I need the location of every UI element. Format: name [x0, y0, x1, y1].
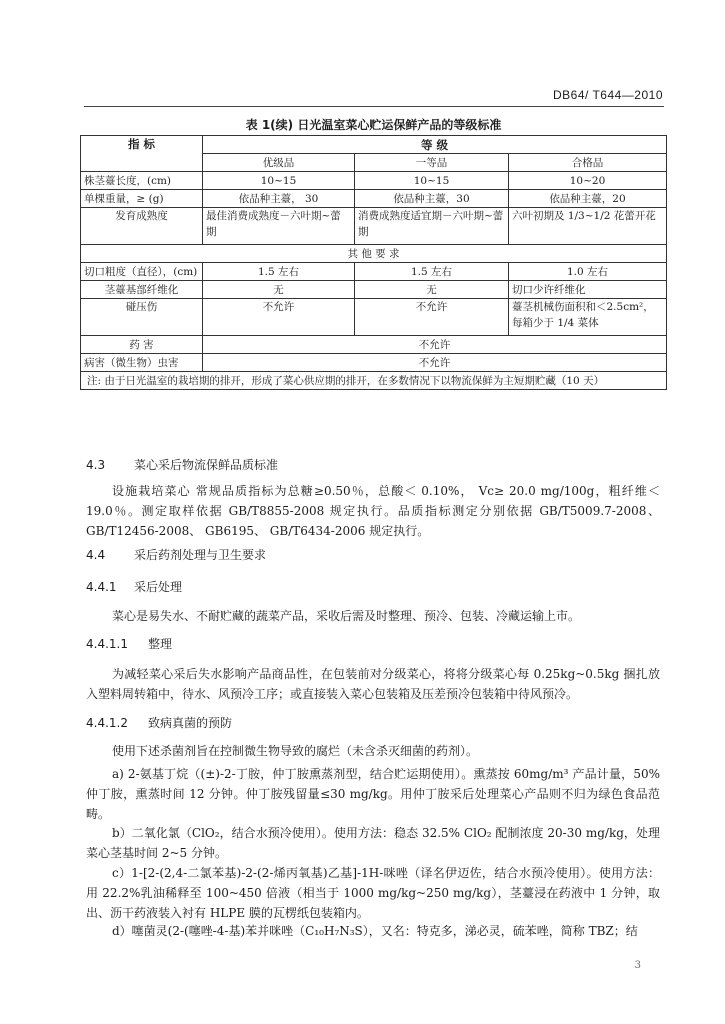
paragraph-4-4-1-2-intro: 使用下述杀菌剂旨在控制微生物导致的腐烂（未含杀灭细菌的药剂）。	[112, 744, 479, 758]
grade-header: 优级品	[203, 154, 355, 172]
table-cell: 不允许	[203, 354, 667, 372]
table-cell: 不允许	[355, 299, 509, 336]
header-rule	[84, 106, 664, 107]
col-grade-header: 等 级	[203, 136, 667, 154]
table-cell: 依品种主薹， 30	[203, 190, 355, 208]
list-item-d: d）噻菌灵(2-(噻唑-4-基)苯并咪唑（C₁₀H₇N₃S），又名：特克多，涕必灵，硫苯唑，简称 TBZ；结	[112, 924, 638, 938]
list-item-b: b）二氧化氯（ClO₂，结合水预冷使用）。使用方法：稳态 32.5% ClO₂ 配制浓度 20-30 mg/kg，处理菜心茎基时间 2~5 分钟。	[86, 826, 660, 860]
section-number: 4.4	[86, 548, 106, 562]
table-cell: 依品种主薹，20	[509, 190, 667, 208]
row-label: 茎薹基部纤维化	[81, 281, 203, 299]
section-heading-4-4-1	[86, 577, 660, 597]
table-cell: 最佳消费成熟度－六叶期~蕾期	[203, 208, 355, 245]
table-caption: 表 1(续) 日光温室菜心贮运保鲜产品的等级标准	[81, 115, 667, 136]
list-item-c: c）1-[2-(2,4-二氯苯基)-2-(2-烯丙氧基)乙基]-1H-咪唑（译名伊迈佐，结合水预冷使用）。使用方法：用 22.2%乳油稀释至 100~450 倍液（相当于 1000 mg/kg~250 mg/kg），茎薹浸在药液中 1 分钟，取出、沥干药液装入衬有 HLPE 膜的瓦楞纸包装箱内。	[86, 866, 660, 920]
table-row	[81, 336, 667, 354]
section-number: 4.3	[86, 458, 106, 472]
row-label: 药 害	[81, 336, 203, 354]
row-label: 单棵重量，≥ (g)	[81, 190, 203, 208]
col-indicator-header: 指 标	[81, 136, 203, 172]
table-cell: 1.0 左右	[509, 263, 667, 281]
section-title: 采后处理	[134, 580, 183, 594]
table-cell: 1.5 左右	[203, 263, 355, 281]
table-cell: 10~20	[509, 172, 667, 190]
table-row	[81, 208, 667, 245]
section-heading-4-4	[86, 545, 660, 565]
table-cell: 不允许	[203, 336, 667, 354]
row-label: 株茎薹长度，(cm)	[81, 172, 203, 190]
table-cell: 薹茎机械伤面积和＜2.5cm²，每箱少于 1/4 菜体	[509, 299, 667, 336]
grade-standard-table	[80, 115, 667, 390]
section-number: 4.4.1.1	[86, 637, 128, 651]
paragraph-4-4-1: 菜心是易失水、不耐贮藏的蔬菜产品，采收后需及时整理、预冷、包装、冷藏运输上市。	[112, 609, 581, 623]
table-row	[81, 172, 667, 190]
section-title: 致病真菌的预防	[148, 716, 233, 730]
table-row	[81, 299, 667, 336]
grade-header: 一等品	[355, 154, 509, 172]
document-code: DB64/ T644—2010	[552, 88, 663, 102]
table-cell: 无	[355, 281, 509, 299]
list-item-a: a) 2-氨基丁烷（(±)-2-丁胺，仲丁胺熏蒸剂型，结合贮运期使用）。熏蒸按 60mg/m³ 产品计量，50%仲丁胺，熏蒸时间 12 分钟。仲丁胺残留量≤30 mg/kg。用仲丁胺采后处理菜心产品则不归为绿色食品范畴。	[86, 767, 660, 821]
row-label: 病害（微生物）虫害	[81, 354, 203, 372]
table-cell: 切口少许纤维化	[509, 281, 667, 299]
other-requirements-header: 其 他 要 求	[81, 245, 667, 263]
section-number: 4.4.1.2	[86, 716, 128, 730]
section-title: 整理	[148, 637, 173, 651]
section-title: 菜心采后物流保鲜品质标准	[134, 458, 279, 472]
grade-header: 合格品	[509, 154, 667, 172]
row-label: 发育成熟度	[81, 208, 203, 245]
table-row	[81, 281, 667, 299]
section-heading-4-4-1-2	[86, 713, 660, 733]
table-row	[81, 354, 667, 372]
row-label: 碰压伤	[81, 299, 203, 336]
table-cell: 1.5 左右	[355, 263, 509, 281]
table-cell: 无	[203, 281, 355, 299]
table-cell: 10~15	[355, 172, 509, 190]
paragraph-4-4-1-1: 为减轻菜心采后失水影响产品商品性，在包装前对分级菜心，将将分级菜心每 0.25kg~0.5kg 捆扎放入塑料周转箱中，待水、风预冷工序；或直接装入菜心包装箱及压差预冷包装箱中待风预冷。	[86, 667, 660, 701]
paragraph-4-3: 设施栽培菜心 常规品质指标为总糖≥0.50％，总酸＜ 0.10%， Vc≥ 20.0 mg/100g，粗纤维＜19.0％。测定取样依据 GB/T8855-2008 规定执行。品质指标测定分别依据 GB/T5009.7-2008、GB/T12456-2008、 GB6195、 GB/T6434-2006 规定执行。	[86, 484, 660, 538]
table-cell: 消费成熟度适宜期－六叶期~蕾期	[355, 208, 509, 245]
table-cell: 依品种主薹，30	[355, 190, 509, 208]
section-heading-4-4-1-1	[86, 634, 660, 654]
section-heading-4-3	[86, 455, 660, 475]
table-cell: 不允许	[203, 299, 355, 336]
page-number: 3	[634, 960, 641, 971]
table-row	[81, 190, 667, 208]
table-row	[81, 263, 667, 281]
table-cell: 六叶初期及 1/3~1/2 花蕾开花	[509, 208, 667, 245]
section-number: 4.4.1	[86, 580, 117, 594]
table-cell: 10~15	[203, 172, 355, 190]
table-note: 注: 由于日光温室的栽培期的排开，形成了菜心供应期的排开，在多数情况下以物流保鲜为主短期贮藏（10 天）	[81, 372, 667, 390]
row-label: 切口粗度（直径），(cm)	[81, 263, 203, 281]
section-title: 采后药剂处理与卫生要求	[134, 548, 267, 562]
